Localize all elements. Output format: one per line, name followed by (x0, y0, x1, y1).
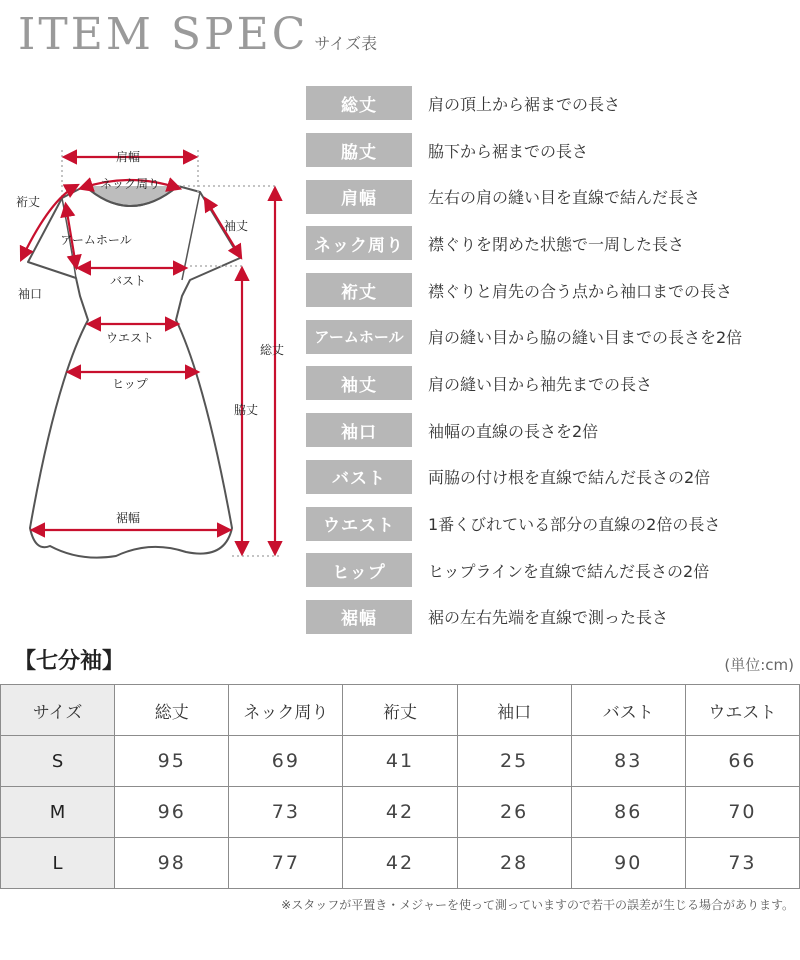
spec-desc: 袖幅の直線の長さを2倍 (428, 421, 599, 441)
label-yuki: 裄丈 (15, 195, 41, 209)
table-header-row (1, 685, 800, 736)
spec-label: ウエスト (306, 507, 412, 541)
label-armhole: アームホール (60, 233, 132, 247)
spec-row (306, 173, 800, 220)
table-cell: 70 (685, 787, 799, 838)
label-waist: ウエスト (105, 331, 155, 345)
table-cell: 42 (343, 838, 457, 889)
column-header: サイズ (1, 685, 115, 736)
title-main: ITEM SPEC (18, 9, 309, 60)
spec-desc: 肩の頂上から裾までの長さ (428, 94, 621, 114)
column-header: 裄丈 (343, 685, 457, 736)
spec-desc: 脇下から裾までの長さ (428, 141, 589, 161)
spec-row (306, 407, 800, 454)
table-row (1, 838, 800, 889)
spec-label: 総丈 (306, 86, 412, 120)
column-header: ウエスト (685, 685, 799, 736)
spec-row (306, 547, 800, 594)
table-cell: 77 (229, 838, 343, 889)
spec-label: 裄丈 (306, 273, 412, 307)
spec-desc: 1番くびれている部分の直線の2倍の長さ (428, 515, 721, 535)
column-header: 総丈 (115, 685, 229, 736)
table-cell: 66 (685, 736, 799, 787)
spec-desc: 左右の肩の縫い目を直線で結んだ長さ (428, 188, 701, 208)
table-cell: 41 (343, 736, 457, 787)
section-title: 【七分袖】 (14, 649, 125, 674)
spec-row (306, 127, 800, 174)
size-table (0, 684, 800, 889)
size-cell: M (1, 787, 115, 838)
label-side-length: 脇丈 (233, 403, 259, 417)
label-sleeve: 袖丈 (223, 219, 249, 233)
spec-label: バスト (306, 460, 412, 494)
spec-row (306, 313, 800, 360)
spec-row (306, 594, 800, 641)
spec-label: 脇丈 (306, 133, 412, 167)
spec-list (306, 80, 800, 640)
spec-desc: 肩の縫い目から脇の縫い目までの長さを2倍 (428, 328, 743, 348)
table-cell: 73 (229, 787, 343, 838)
spec-desc: ヒップラインを直線で結んだ長さの2倍 (428, 561, 710, 581)
table-cell: 96 (115, 787, 229, 838)
spec-row (306, 220, 800, 267)
spec-row (306, 267, 800, 314)
table-cell: 90 (571, 838, 685, 889)
table-cell: 98 (115, 838, 229, 889)
spec-label: 肩幅 (306, 180, 412, 214)
column-header: ネック周り (229, 685, 343, 736)
label-hem-width: 裾幅 (115, 511, 141, 525)
spec-label: アームホール (306, 320, 412, 354)
spec-label: ヒップ (306, 553, 412, 587)
garment-diagram (0, 140, 300, 580)
column-header: 袖口 (457, 685, 571, 736)
spec-desc: 襟ぐりを閉めた状態で一周した長さ (428, 234, 685, 254)
size-cell: S (1, 736, 115, 787)
page-title (18, 10, 377, 60)
spec-label: 袖丈 (306, 366, 412, 400)
table-cell: 25 (457, 736, 571, 787)
label-neck: ネック周り (99, 177, 161, 191)
spec-label: 袖口 (306, 413, 412, 447)
footnote: ※スタッフが平置き・メジャーを使って測っていますので若干の誤差が生じる場合があります。 (281, 898, 794, 912)
spec-desc: 襟ぐりと肩先の合う点から袖口までの長さ (428, 281, 733, 301)
label-total-length: 総丈 (259, 343, 285, 357)
table-cell: 69 (229, 736, 343, 787)
column-header: バスト (571, 685, 685, 736)
spec-label: 裾幅 (306, 600, 412, 634)
table-cell: 26 (457, 787, 571, 838)
table-cell: 86 (571, 787, 685, 838)
table-cell: 42 (343, 787, 457, 838)
label-shoulder-width: 肩幅 (115, 150, 141, 164)
size-cell: L (1, 838, 115, 889)
spec-desc: 裾の左右先端を直線で測った長さ (428, 608, 669, 628)
table-cell: 28 (457, 838, 571, 889)
label-hip: ヒップ (112, 377, 148, 391)
spec-label: ネック周り (306, 226, 412, 260)
spec-row (306, 80, 800, 127)
table-cell: 83 (571, 736, 685, 787)
spec-row (306, 360, 800, 407)
label-bust: バスト (109, 274, 147, 288)
spec-row (306, 454, 800, 501)
table-row (1, 787, 800, 838)
spec-desc: 両脇の付け根を直線で結んだ長さの2倍 (428, 468, 711, 488)
table-cell: 95 (115, 736, 229, 787)
label-cuff: 袖口 (17, 287, 43, 301)
title-subtitle: サイズ表 (314, 34, 378, 53)
spec-row (306, 500, 800, 547)
table-cell: 73 (685, 838, 799, 889)
table-row (1, 736, 800, 787)
unit-label: (単位:cm) (724, 656, 794, 674)
spec-desc: 肩の縫い目から袖先までの長さ (428, 374, 653, 394)
